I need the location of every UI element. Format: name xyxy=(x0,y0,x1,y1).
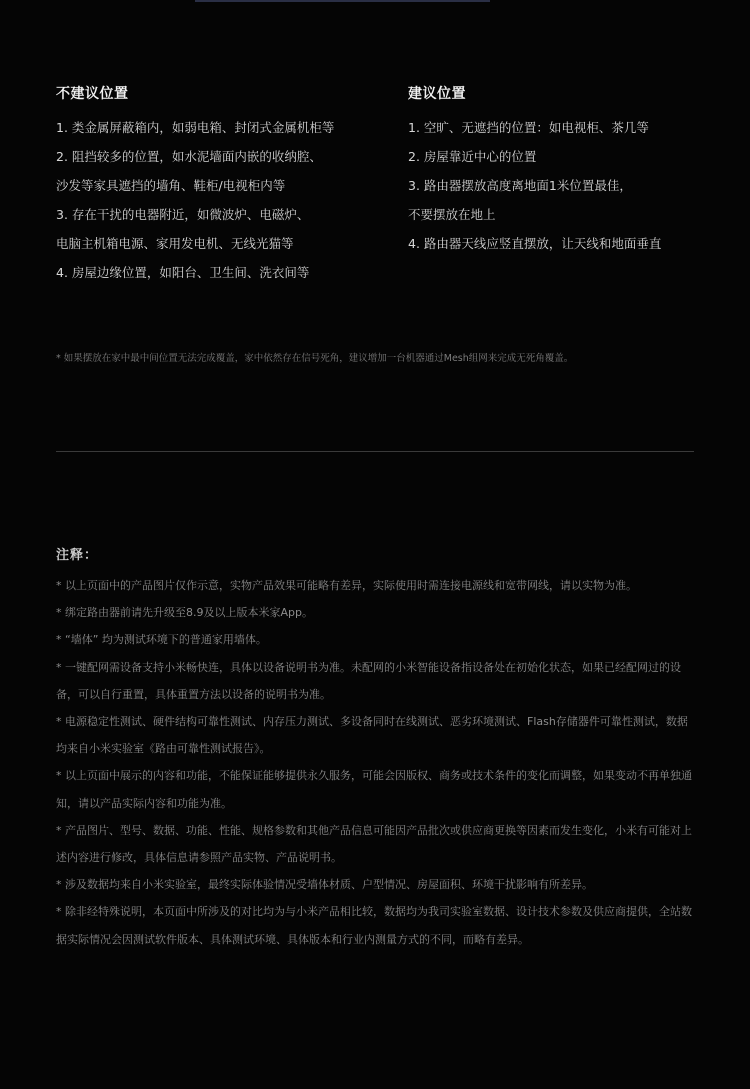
top-edge-accent xyxy=(195,0,490,2)
note-item: * 绑定路由器前请先升级至8.9及以上版本米家App。 xyxy=(56,606,313,620)
recommended-item: 3. 路由器摆放高度离地面1米位置最佳， xyxy=(408,178,632,193)
recommended-item: 1. 空旷、无遮挡的位置：如电视柜、茶几等 xyxy=(408,120,649,135)
note-item: * 以上页面中展示的内容和功能，不能保证能够提供永久服务，可能会因版权、商务或技术条件的变化而调整，如果变动不再单独通知，请以产品实际内容和功能为准。 xyxy=(56,769,692,810)
recommended-item: 不要摆放在地上 xyxy=(408,207,496,222)
not-recommended-item: 3. 存在干扰的电器附近，如微波炉、电磁炉、 xyxy=(56,207,310,222)
not-recommended-item: 1. 类金属屏蔽箱内，如弱电箱、封闭式金属机柜等 xyxy=(56,120,335,135)
recommended-section xyxy=(408,84,708,258)
notes-section xyxy=(56,546,696,953)
note-item: * 电源稳定性测试、硬件结构可靠性测试、内存压力测试、多设备同时在线测试、恶劣环境测试、Flash存储器件可靠性测试，数据均来自小米实验室《路由可靠性测试报告》。 xyxy=(56,715,688,756)
recommended-item: 4. 路由器天线应竖直摆放，让天线和地面垂直 xyxy=(408,236,662,251)
mesh-footnote: * 如果摆放在家中最中间位置无法完成覆盖，家中依然存在信号死角，建议增加一台机器通过Mesh组网来完成无死角覆盖。 xyxy=(56,352,574,364)
note-item: * 涉及数据均来自小米实验室，最终实际体验情况受墙体材质、户型情况、房屋面积、环境干扰影响有所差异。 xyxy=(56,878,593,892)
not-recommended-item: 电脑主机箱电源、家用发电机、无线光猫等 xyxy=(56,236,294,251)
not-recommended-item: 沙发等家具遮挡的墙角、鞋柜/电视柜内等 xyxy=(56,178,286,193)
not-recommended-item: 2. 阻挡较多的位置，如水泥墙面内嵌的收纳腔、 xyxy=(56,149,322,164)
note-item: * 一键配网需设备支持小米畅快连，具体以设备说明书为准。未配网的小米智能设备指设备处在初始化状态，如果已经配网过的设备，可以自行重置，具体重置方法以设备的说明书为准。 xyxy=(56,660,681,701)
section-divider xyxy=(56,451,694,452)
not-recommended-list xyxy=(56,113,396,287)
notes-title: 注释： xyxy=(56,548,99,563)
recommended-title: 建议位置 xyxy=(408,86,466,102)
recommended-item: 2. 房屋靠近中心的位置 xyxy=(408,149,537,164)
note-item: * “墙体” 均为测试环境下的普通家用墙体。 xyxy=(56,633,267,647)
not-recommended-item: 4. 房屋边缘位置，如阳台、卫生间、洗衣间等 xyxy=(56,265,310,280)
recommended-list xyxy=(408,113,708,258)
not-recommended-section xyxy=(56,84,396,287)
not-recommended-title: 不建议位置 xyxy=(56,86,129,102)
note-item: * 以上页面中的产品图片仅作示意，实物产品效果可能略有差异，实际使用时需连接电源线和宽带网线，请以实物为准。 xyxy=(56,579,637,592)
note-item: * 除非经特殊说明，本页面中所涉及的对比均为与小米产品相比较，数据均为我司实验室数据、设计技术参数及供应商提供，全站数据实际情况会因测试软件版本、具体测试环境、具体版本和行业内测量方式的不同，而略有差异。 xyxy=(56,905,692,946)
notes-list xyxy=(56,572,696,953)
note-item: * 产品图片、型号、数据、功能、性能、规格参数和其他产品信息可能因产品批次或供应商更换等因素而发生变化，小米有可能对上述内容进行修改，具体信息请参照产品实物、产品说明书。 xyxy=(56,823,692,865)
